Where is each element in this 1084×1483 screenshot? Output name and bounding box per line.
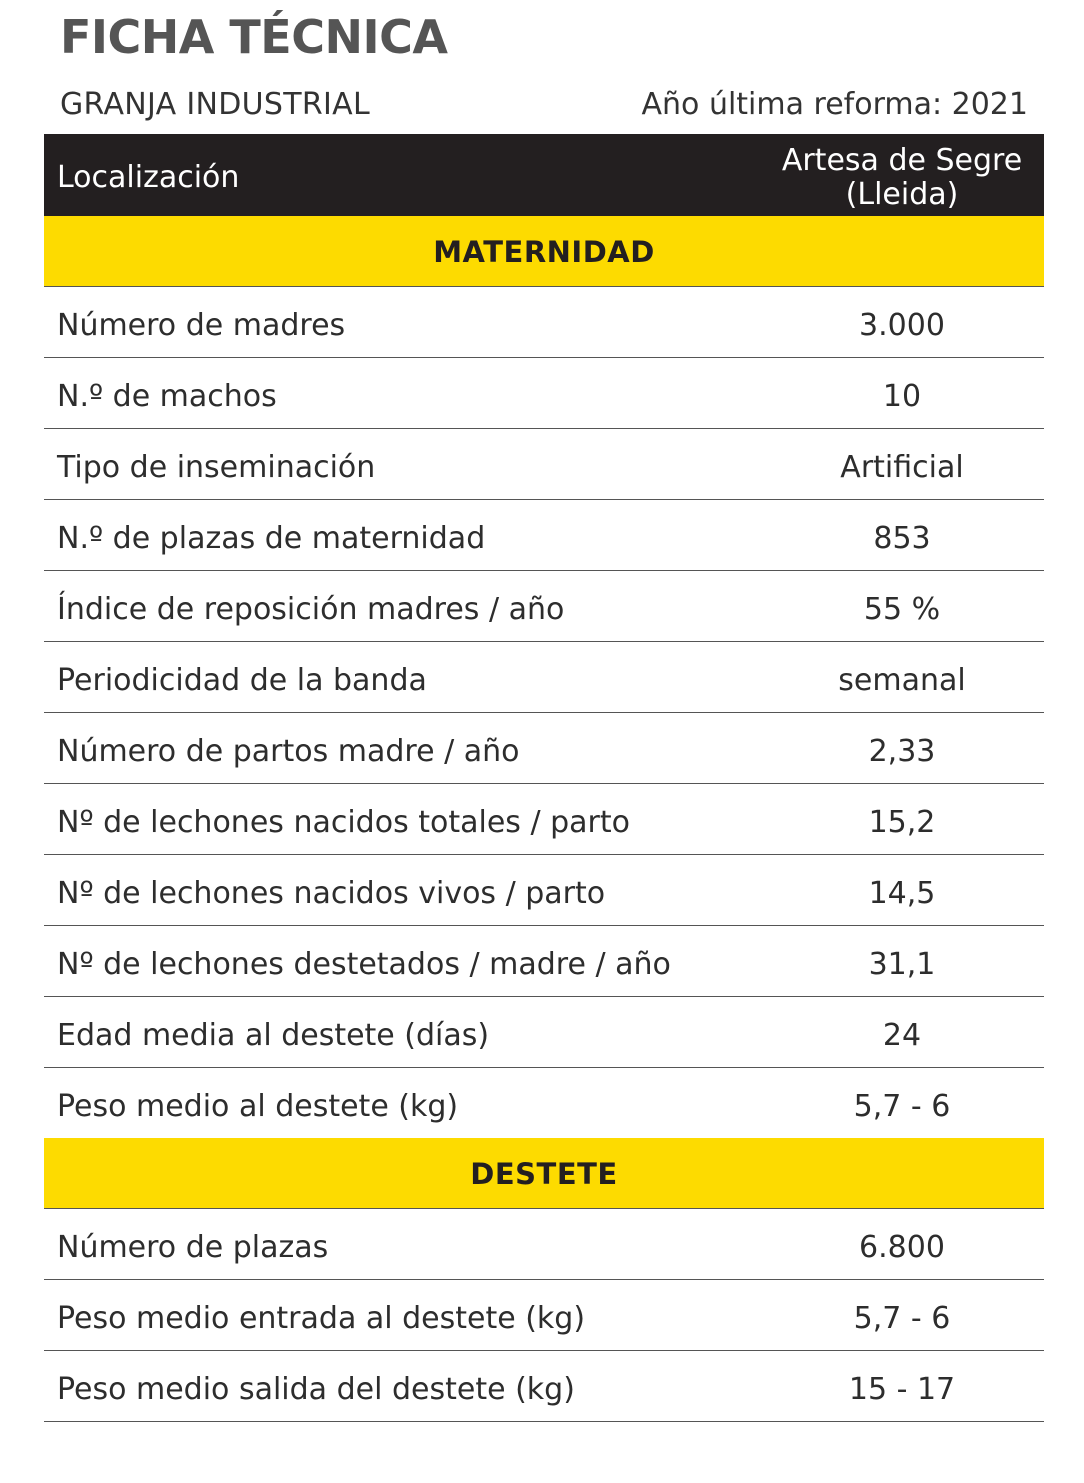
table-row: [44, 713, 1044, 784]
location-value: [764, 144, 1040, 212]
reform-year: Año última reforma: 2021: [641, 87, 1028, 122]
row-label: Peso medio al destete (kg): [57, 1089, 459, 1124]
section-maternidad: MATERNIDAD: [44, 216, 1044, 287]
row-value: 15 - 17: [848, 1372, 956, 1407]
row-value: 24: [882, 1018, 922, 1053]
row-label: Tipo de inseminación: [57, 450, 376, 485]
row-value: 10: [882, 379, 922, 414]
row-value: 5,7 - 6: [853, 1089, 951, 1124]
table-row: [44, 997, 1044, 1068]
row-label: Nº de lechones nacidos vivos / parto: [57, 876, 606, 911]
page-title: FICHA TÉCNICA: [60, 10, 448, 64]
row-value: 5,7 - 6: [853, 1301, 951, 1336]
section-destete: DESTETE: [44, 1138, 1044, 1209]
table-row: [44, 926, 1044, 997]
row-label: Nº de lechones nacidos totales / parto: [57, 805, 630, 840]
location-city: Artesa de Segre: [781, 143, 1023, 178]
row-label: Número de madres: [57, 308, 346, 343]
table-row: [44, 287, 1044, 358]
row-label: Número de plazas: [57, 1230, 329, 1265]
table-row: [44, 784, 1044, 855]
farm-type: GRANJA INDUSTRIAL: [60, 87, 370, 122]
table-row: [44, 358, 1044, 429]
row-label: N.º de machos: [57, 379, 277, 414]
row-label: N.º de plazas de maternidad: [57, 521, 486, 556]
location-province: (Lleida): [845, 177, 959, 212]
table-row: [44, 500, 1044, 571]
table-row: [44, 1068, 1044, 1138]
row-value: 2,33: [868, 734, 936, 769]
location-row: [44, 134, 1044, 216]
row-label: Peso medio entrada al destete (kg): [57, 1301, 586, 1336]
row-value: 6.800: [859, 1230, 945, 1265]
row-value: 31,1: [868, 947, 936, 982]
row-value: 15,2: [868, 805, 936, 840]
row-label: Nº de lechones destetados / madre / año: [57, 947, 671, 982]
row-value: 14,5: [868, 876, 936, 911]
table-row: [44, 429, 1044, 500]
row-label: Periodicidad de la banda: [57, 663, 427, 698]
table-row: [44, 1209, 1044, 1280]
table-row: [44, 1351, 1044, 1422]
table-row: [44, 642, 1044, 713]
row-label: Número de partos madre / año: [57, 734, 520, 769]
row-value: 3.000: [859, 308, 945, 343]
table-row: [44, 1280, 1044, 1351]
row-value: Artificial: [840, 450, 964, 485]
row-value: semanal: [838, 663, 966, 698]
row-label: Índice de reposición madres / año: [57, 592, 565, 627]
row-value: 55 %: [863, 592, 941, 627]
row-label: Peso medio salida del destete (kg): [57, 1372, 575, 1407]
row-value: 853: [873, 521, 931, 556]
spec-table: [44, 134, 1044, 1422]
row-label: Edad media al destete (días): [57, 1018, 490, 1053]
location-label: Localización: [57, 160, 240, 195]
table-row: [44, 571, 1044, 642]
table-row: [44, 855, 1044, 926]
